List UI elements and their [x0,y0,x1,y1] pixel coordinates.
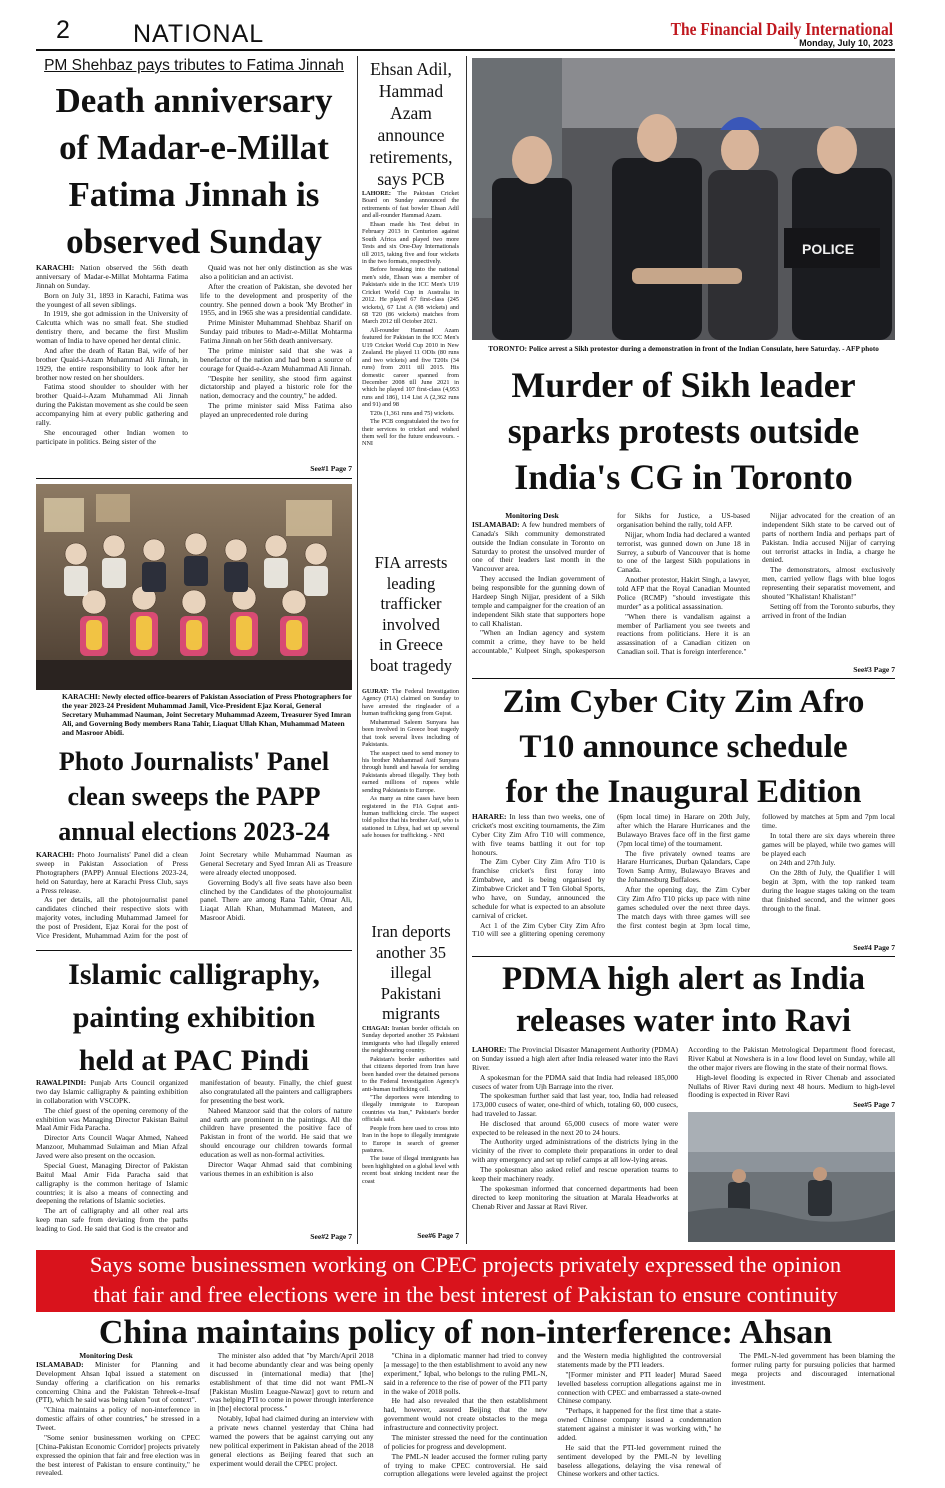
pdma-body-col1 [472,1046,678,1090]
dateline: LAHORE: [472,1046,507,1054]
toronto-protest-photo [472,58,895,340]
cpec-body [36,1352,895,1482]
headline-line: Photo Journalists' Panel [58,747,330,776]
iran-continued[interactable]: See#6 Page 7 [417,1231,459,1240]
paragraph: In less than two weeks, one of cricket's most exciting tournaments, the Zim Cyber City Zim Afro T10 will commence, with five teams battling it out for top honours. [472,813,605,857]
paragraph: And after the death of Ratan Bai, wife of her brother Quaid-i-Azam Muhammad Ali Jinnah, in 1929, the entire responsibility to look after her brother now rested on her shoulders. [36,345,188,382]
page-number: 2 [56,16,70,44]
paragraph: Governing Body's all five seats have also been clinched by the Candidates of the photojournalist panel. There are among Rana Tahir, Omar Ali, Liaqat Allah Khan, Muhammad Mateen, and Masroor Abidi. [200,877,352,923]
desk-credit: Monitoring Desk [79,1352,133,1360]
paragraph: The Provincial Disaster Management Authority (PDMA) on Sunday issued a high alert after India released water into the Ravi River. [472,1046,678,1072]
fatima-body [36,264,352,462]
paragraph: Setting off from the Toronto suburbs, they arrived in front of the Indian [762,601,895,620]
paragraph: He said that the PTI-led government ruined the sentiment developed by the PML-N by levelling baseless allegations, delaying the visa renewal of Chinese workers and other tactics. [557,1442,722,1479]
headline-line: leading [386,573,436,593]
headline-line: for the Inaugural Edition [505,774,862,810]
paragraph: Act 1 of the Zim Cyber City Zim Afro T10 will see a glittering opening ceremony (6pm local time) in Harare on 20th July, after which the Harare Hurricanes and the Bulawayo Braves face off in the first game (7pm local time) of the tournament. [472,813,750,939]
zim-headline [472,680,895,815]
paragraph: Director Waqar Ahmad said that combining various themes in an exhibition is also [200,1159,352,1178]
iran-body [362,1025,459,1229]
headline-line: trafficker [380,594,442,614]
headline-line: releases water into Ravi [515,1003,852,1039]
paragraph: The spokesman also asked relief and rescue operation teams to keep their machinery ready. [472,1165,678,1183]
headline-line: India's CG in Toronto [514,457,853,497]
headline-line: involved [382,614,440,634]
headline-line: Fatima Jinnah is [68,175,320,214]
cpec-headline: China maintains policy of non-interference: Ahsan [98,1314,833,1351]
pdma-body-lower-text [472,1092,678,1242]
zim-continued[interactable]: See#4 Page 7 [853,943,895,952]
paragraph: The spokesman informed that concerned departments had been directed to keep monitoring the situation at Marala Headworks at Chenab River and Jassar at Ravi River. [472,1183,678,1211]
paragraph: After the opening day, the Zim Cyber City Zim Afro T10 picks up pace with nine games scheduled over the next three days. The match days with three games will see the first contest begin at 3pm local time, followed by matches at 5pm and 7pm local time. [617,813,895,930]
headline-line: another 35 [375,942,447,962]
police-vest-text: POLICE [802,241,855,257]
paragraph: Pakistan's border authorities said that citizens deported from Iran have been handed over the detained persons to the Federal Investigation Agency's anti-human trafficking cell. [362,1055,459,1093]
paragraph: The Authority urged administrations of the districts lying in the vicinity of the river to complete their preparations in order to deal with any emergency and set up relief camps at all low-lying areas. [472,1137,678,1165]
paragraph: A spokesman for the PDMA said that India had released 185,000 cusecs of water from Ujh Barrage into the river. [472,1072,678,1090]
paragraph: "China maintains a policy of non-interference in domestic affairs of other countries," he stressed in a Tweet. [36,1405,200,1432]
paragraph: The Federal Investigation Agency (FIA) claimed on Sunday to have arrested the ringleader of a human trafficking gang from Gujrat. [362,688,459,718]
paragraph: Fatima stood shoulder to shoulder with her brother Quaid-i-Azam Muhammad Ali Jinnah during the Pakistan movement as she could be seen accompanying him at every public gathering and rally. [36,382,188,427]
banner-line: Says some businessmen working on CPEC projects privately expressed the opinion [89,1252,842,1277]
fatima-continued[interactable]: See#1 Page 7 [310,464,352,473]
headline-line: Azam [390,103,432,123]
paragraph: Muhammad Saleem Sunyara has been involved in Greece boat tragedy that took several lives including of Pakistanis. [362,718,459,749]
fatima-headline [36,77,352,265]
paragraph: Another protestor, Hakirt Singh, a lawyer, told AFP that the Royal Canadian Mounted Police (RCMP) "should investigate this murder" as a political assassination. [617,575,750,611]
paragraph: In total there are six days wherein three games will be played, while two games will be played each [762,830,895,858]
headline-line: observed Sunday [66,222,322,261]
paragraph: As many as nine cases have been registered in the FIA Gujrat anti-human trafficking circle. The suspect told police that his brother Asif, who is stationed in Libya, had set up several safe houses for trafficking. - NNI [362,795,459,840]
headline-line: T10 announce schedule [519,729,848,765]
paragraph: She encouraged other Indian women to participate in politics. Being sister of the [36,427,188,446]
pdma-continued[interactable]: See#5 Page 7 [853,1100,895,1109]
divider [36,950,352,951]
column-rule [357,56,358,1244]
paragraph: "When an Indian agency and system commit a crime, they have to be held accountable," Kulpeet Singh, spokesperson for Sikhs for Justice, a US-based organisation behind the rally, told AFP. [472,512,750,656]
dateline: HARARE: [472,813,507,821]
paragraph: "Perhaps, it happened for the first time that a state-owned Chinese company issued a condemnation statement against a minister it was working with," he added. [557,1406,722,1442]
paragraph: T20s (1,361 runs and 75) wickets. [370,409,455,417]
paragraph: Prime Minister Muhammad Shehbaz Sharif on Sunday paid tributes to Madr-e-Millat Mohtarma Fatima Jinnah on her 56th death anniversary. [200,318,352,345]
headline-line: clean sweeps the PAPP [67,782,321,811]
paragraph: In 1919, she got admission in the University of Calcutta which was no small feat. She studied dentistry there, and became the first Muslim woman of India to have opened her dental clinic. [36,309,188,345]
paragraph: He had also revealed that the then establishment had, however, assured Beijing that the new government would not create obstacles to the mega infrastructure and connectivity project. [383,1396,548,1432]
desk-credit: Monitoring Desk [505,512,559,520]
paragraph: All-rounder Hammad Azam featured for Pakistan in the ICC Men's U19 Cricket World Cup 2010 in New Zealand. He played 11 ODIs (80 runs and two wickets) and five T20Is (34 runs) from 2011 till 2015. His domestic career spanned from December 2008 till June 2021 in which he played 107 first-class (4,953 runs and 186), 114 List A (2,362 runs and 91) and 98 [362,326,459,409]
headline-line: sparks protests outside [507,411,860,451]
headline-line: retirements, [369,147,453,167]
headline-line: in Greece [379,635,443,655]
paragraph: "When there is vandalism against a member of Parliament you see tweets and reactions from politicians. Here it is an assassination of a Canadian citizen on Canadian soil. That is foreign interference." [617,611,750,657]
papp-body [36,851,352,945]
paragraph: Special Guest, Managing Director of Pakistan Baitul Maal Amir Fida Paracha said that calligraphy is the common heritage of Islamic countries; it is also a means of connecting and deepening the relations of Islamic societies. [36,1160,188,1206]
issue-date: Monday, July 10, 2023 [799,38,893,48]
iran-headline [361,922,461,1025]
paragraph: Director Arts Council Waqar Ahmed, Naheed Manzoor, Muhammad Sulaiman and Mian Afzal Javed were also present on the occasion. [36,1133,188,1160]
headline-line: annual elections 2023-24 [58,817,330,846]
paragraph: Ehsan made his Test debut in February 2013 in Centurion against South Africa and played two more Tests and six One-Day Internationals till 2015, taking five and four wickets in the two formats, respectively. [362,220,459,265]
paragraph: Before breaking into the national men's side, Ehsan was a member of Pakistan's side in the ICC Men's U19 Cricket World Cup in Australia in 2012. He played 67 first-class (245 wickets), 67 List A (98 wickets) and 68 T20 (86 wickets) matches from March 2012 till October 2021. [362,266,459,326]
paragraph: "Despite her senility, she stood firm against dictatorship and played a historic role for the nation, democracy and the country," he added. [200,373,352,401]
paragraph: Nijjar advocated for the creation of an independent Sikh state to be carved out of parts of northern India and perhaps part of Pakistan. India accused Nijjar of carrying out terrorist attacks in India, a charge he denied. [762,512,895,565]
paragraph: They accused the Indian government of being responsible for the gunning down of Hardeep Singh Nijjar, president of a Sikh temple and campaigner for the creation of an independent Sikh state that supporters hope to call Khalistan. [472,574,605,628]
dateline: LAHORE: [362,190,391,197]
paragraph: Punjab Arts Council organized two day Islamic calligraphy & painting exhibition in collaboration with VSCOPK. [36,1079,188,1105]
dateline: KARACHI: [36,264,75,272]
zim-body [472,813,895,943]
headline-line: held at PAC Pindi [78,1044,310,1077]
divider [36,478,352,479]
toronto-body [472,512,895,666]
paragraph: The prime minister said that she was a benefactor of the nation and had been a source of courage for Quaid-e-Azam Muhammad Ali Jinnah. [200,345,352,373]
papp-photo-art [36,484,352,690]
pdma-headline [472,958,895,1042]
papp-headline [36,744,352,849]
paragraph: Naheed Manzoor said that the colors of nature and earth are prominent in the paintings. All the children have presented the positive face of Pakistan in front of the world. He said that we should encourage our children towards formal education as well as non-formal activities. [200,1105,352,1159]
paragraph: The five privately owned teams are Harare Hurricanes, Durban Qalandars, Cape Town Samp Army, Bulawayo Braves and the Johannesburg Buffaloes. [617,848,750,885]
paragraph: People from here used to cross into Iran in the hope to illegally immigrate to Europe in search of greener pastures. [362,1124,459,1154]
paragraph: According to the Pakistan Metrological Department flood forecast, River Kabul at Nowshera is in a low flood level on Sunday, while all the other major rivers are flowing in the state of their normal flows. [688,1046,895,1072]
dateline: RAWALPINDI: [36,1079,87,1087]
headline-line: Zim Cyber City Zim Afro [502,684,865,720]
paragraph: Photo Journalists' Panel did a clean sweep in Pakistan Association of Press Photographers (PAPP) Annual Elections 2023-24, held on Saturday, here at Karachi Press Club, says a Press release. [36,851,188,895]
paragraph: As per details, all the photojournalist panel candidates clinched their respective slots with majority votes, including Muhammad Jameel for the post of President, Ejaz Korai for the post of Vice President, Muhammad Azim for the post of Joint Secretary while Muhammad Nauman as General Secretary and Syed Imran Ali as Treasure were already elected unopposed. [36,851,352,940]
paragraph: on 24th and 27th July. [770,858,836,868]
dateline: ISLAMABAD: [472,519,520,529]
column-rule [466,56,467,1244]
paragraph: The suspect used to send money to his brother Muhammad Asif Sunyara through hundi and hawala for sending Pakistanis abroad illegally. They both earned millions of rupees while sending Pakistanis to Europe. [362,749,459,794]
papp-group-photo [36,484,352,690]
toronto-continued[interactable]: See#3 Page 7 [853,665,895,674]
paragraph: "[Former minister and PTI leader] Murad Saeed levelled baseless corruption allegations against me in connection with CPEC and embarrassed a state-owned Chinese company. [557,1369,722,1406]
header-rule [36,49,895,51]
paragraph: The Zim Cyber City Zim Afro T10 is franchise cricket's first foray into Zimbabwe, and is being organised by Zimbabwe Cricket and T Ten Global Sports, who have, on Sunday, announced the schedule for what is expected to an absolute carnival of cricket. [472,857,605,920]
paragraph: The prime minister said Miss Fatima also played an unprecedented role during [200,401,352,419]
headline-line: painting exhibition [72,1001,316,1034]
cpec-banner [36,1250,895,1312]
paragraph: Nijjar, whom India had declared a wanted terrorist, was gunned down on June 18 in Surrey, a suburb of Vancouver that is home to one of the largest Sikh populations in Canada. [617,529,750,575]
paragraph: "The deportees were intending to illegally immigrate to European countries via Iran," Pakistan's border officials said. [362,1093,459,1124]
calligraphy-body [36,1079,352,1242]
headline-line: boat tragedy [369,655,452,675]
headline-line: announce [377,125,445,145]
pcb-body [362,190,459,548]
pdma-body-lower [472,1092,678,1242]
divider [472,956,895,957]
toronto-photo-art [472,58,895,340]
paragraph: "China in a diplomatic manner had tried to convey [a message] to the then establishment to avoid any new experiment," Iqbal, who belongs to the ruling PML-N, said in a reference to the rise of power of the PTI party in the wake of 2018 polls. [383,1352,548,1396]
paragraph: Quaid was not her only distinction as she was also a politician and an activist. [200,264,352,281]
calligraphy-headline [36,953,352,1082]
headline-line: migrants [382,1004,440,1024]
headline-line: says PCB [377,169,445,189]
section-title: NATIONAL [133,20,265,48]
paragraph: Born on July 31, 1893 in Karachi, Fatima was the youngest of all seven siblings. [36,290,188,309]
pdma-body-col2 [688,1046,895,1100]
headline-line: Hammad [378,81,444,101]
divider [472,678,895,679]
paragraph: The PML-N leader accused the former ruling party of trying to make CPEC controversial. He said corruption allegations were leveled against the project and the Western media highlighted the controversial statements made by the PTI leaders. [383,1352,722,1479]
paragraph: After the creation of Pakistan, she devoted her life to the development and prosperity of the country. She penned down a book 'My Brother' in 1955, and in 1965 she was a presidential candidate. [200,281,352,318]
flood-photo [688,1112,895,1242]
fia-body [362,688,459,916]
calligraphy-continued[interactable]: See#2 Page 7 [310,1232,352,1241]
paragraph: The PML-N-led government has been blaming the former ruling party for pursuing policies that harmed mega projects and discouraged international investment. [731,1352,895,1387]
paragraph: The minister also added that "by March/April 2018 it had become abundantly clear and was being openly discussed in (international media) that [the] establishment of that time did not want PML-N [Pakistan Muslim League-Nawaz] govt to return and was helping PTI to come in power through interference in [the] electoral process." [209,1352,374,1414]
fia-headline [361,553,461,677]
paragraph: Minister for Planning and Development Ahsan Iqbal issued a statement on Sunday offering a clarification on his remarks concerning China and the Pakistan Tehreek-e-Insaf (PTI), which he said was being taken "out of context". [36,1359,200,1405]
paragraph: The minister stressed the need for the continuation of policies for progress and development. [383,1432,548,1451]
paragraph: Notably, Iqbal had claimed during an interview with a private news channel yesterday that China had warned the powers that be against carrying out any new political experiment in Pakistan ahead of the 2018 general elections as Beijing feared that such an experiment would derail the CPEC project. [209,1414,374,1468]
headline-line: Pakistani [380,983,442,1003]
headline-line: PDMA high alert as India [501,961,866,997]
paragraph: He disclosed that around 65,000 cusecs of more water were expected to be released in the next 20 to 24 hours. [472,1118,678,1137]
headline-line: Murder of Sikh leader [511,365,856,405]
masthead: The Financial Daily International [670,19,893,39]
paragraph: The PCB congratulated the two for their services to cricket and wished them well for the future endeavours. - NNI [362,418,459,448]
fatima-kicker: PM Shehbaz pays tributes to Fatima Jinnah [44,57,344,74]
headline-line: of Madar-e-Millat [59,128,329,167]
paragraph: "Some senior businessmen working on CPEC [China-Pakistan Economic Corridor] projects privately expressed the opinion that fair and free election was in the best interest of Pakistan to ensure continuity," he revealed. [36,1432,200,1478]
paragraph: The chief guest of the opening ceremony of the exhibition was Managing Director Pakistan Baitul Maal Amir Fida Paracha. [36,1105,188,1133]
banner-line: that fair and free elections were in the best interest of Pakistan to ensure continuity [93,1281,838,1307]
headline-line: illegal [390,963,432,983]
paragraph: A few hundred members of Canada's Sikh community demonstrated outside the Indian consulate in Toronto on Saturday to protest the unsolved murder of one of their leaders last month in the Vancouver area. [472,519,605,574]
paragraph: The Pakistan Cricket Board on Sunday announced the retirements of fast bowler Ehsan Adil and all-rounder Hammad Azam. [362,190,459,220]
paragraph: The issue of illegal immigrants has been highlighted on a global level with recent boat sinking incident near the coast [362,1155,459,1185]
paragraph: High-level flooding is expected in River Chenab and associated Nullahs of River Ravi during next 48 hours. Medium to high-level flooding is expected in River Ravi [688,1072,895,1100]
dateline: KARACHI: [36,851,75,859]
papp-caption: KARACHI: Newly elected office-bearers of Pakistan Association of Press Photographers for the year 2023-24 President Muhammad Jamil, Vice-President Ejaz Korai, General Secretary Muhammad Nauman, Joint Secretary Muhammad Azeem, Treasurer Syed Imran Ali, and Governing Body members Rana Tahir, Liaquat Ullah Khan, Muhammad Mateen and Masroor Abidi. [62,693,352,737]
headline-line: FIA arrests [374,553,448,572]
dateline: CHAGAI: [362,1025,390,1032]
toronto-caption: TORONTO: Police arrest a Sikh protestor during a demonstration in front of the Indian Consulate, here Saturday. - AFP photo [488,345,879,353]
headline-line: Islamic calligraphy, [68,958,320,991]
paragraph: The spokesman further said that last year, too, India had released 173,000 cusecs of water, one-third of which, totaling 60, 000 cusecs, had traveled to Jassar. [472,1092,678,1118]
flood-photo-art [688,1112,895,1242]
headline-line: Ehsan Adil, [370,59,452,79]
paragraph: The demonstrators, almost exclusively men, carried yellow flags with blue logos representing their separatist movement, and shouted "Khalistan! Khalistan!" [762,565,895,601]
pcb-headline [361,58,461,190]
paragraph: The art of calligraphy and all other real arts keep man safe from deviating from the paths leading to God. He said that God is the creator and manifestation of beauty. Finally, the chief guest also congratulated all the painters and calligraphers for presenting the best work. [36,1079,352,1233]
headline-line: Iran deports [371,922,451,941]
paragraph: Nation observed the 56th death anniversary of Madar-e-Millat Mohtarma Fatima Jinnah on Sunday. [36,264,189,290]
paragraph: Iranian border officials on Sunday deported another 35 Pakistani immigrants who had illegally entered the neighbouring country. [362,1025,459,1055]
paragraph: On the 28th of July, the Qualifier 1 will begin at 3pm, with the top ranked team during the league stages taking on the team that finished second, and the winner goes through to the final. [762,868,895,913]
dateline: ISLAMABAD: [36,1359,84,1369]
toronto-headline [472,362,895,500]
dateline: GUJRAT: [362,688,389,695]
headline-line: Death anniversary [55,81,333,120]
